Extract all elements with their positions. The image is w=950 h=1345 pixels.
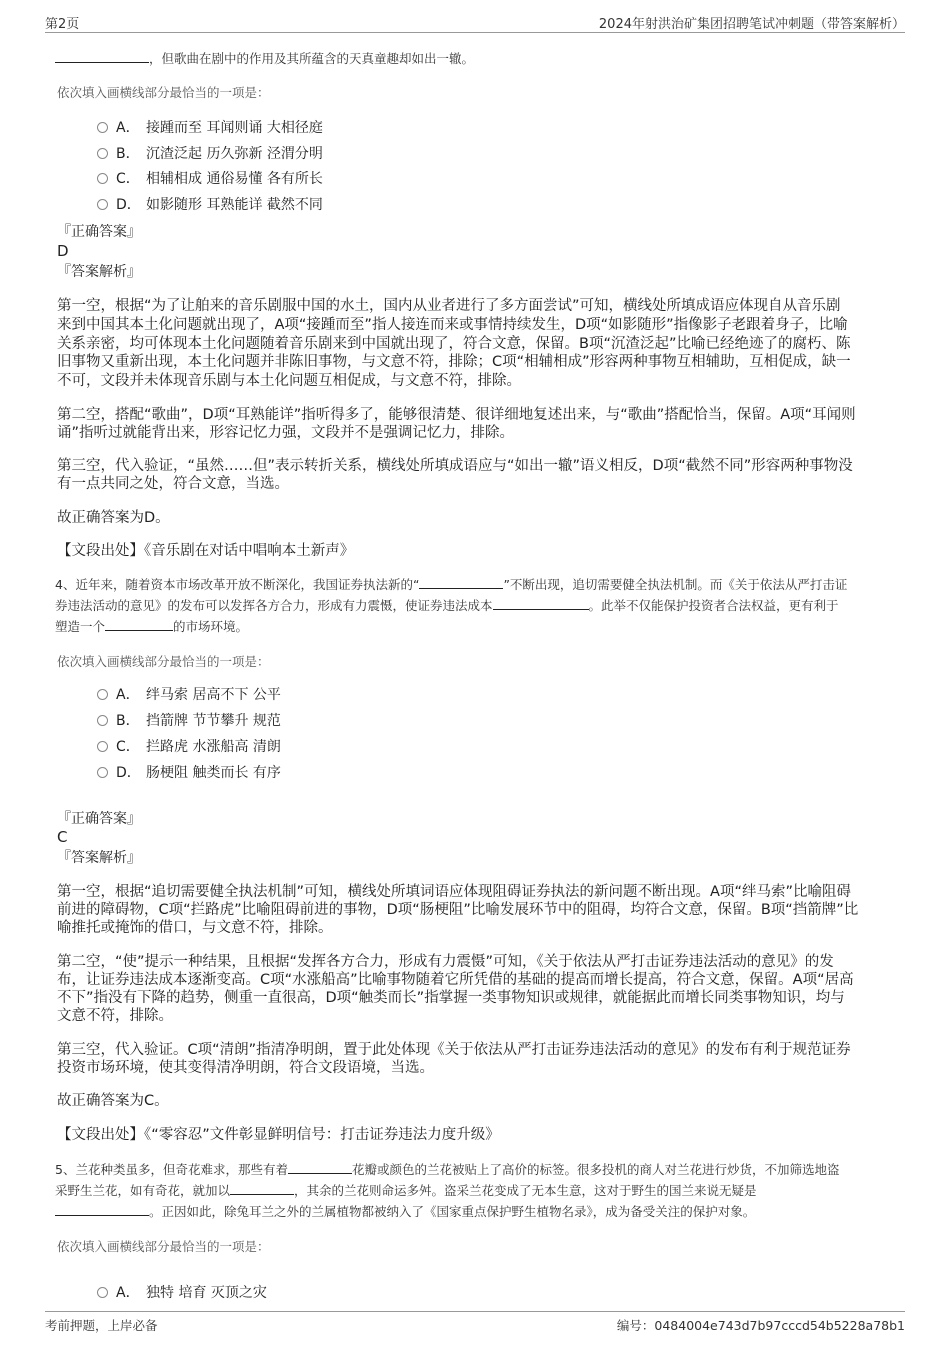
q4-analysis-line: 前进的障碍物，C项“拦路虎”比喻阻碍前进的事物，D项“肠梗阻”比喻发展环节中的阻碍，均符合文意，保留。B项“挡箭牌”比 xyxy=(57,902,859,918)
q4-analysis-line: 投资市场环境，使其变得清净明朗，符合文段语境，当选。 xyxy=(57,1060,434,1076)
blank xyxy=(55,1201,149,1216)
q3-analysis-line: 第一空，根据“为了让舶来的音乐剧服中国的水土，国内从业者进行了多方面尝试”可知，横线处所填成语应体现自从音乐剧 xyxy=(57,298,841,314)
radio-icon[interactable] xyxy=(97,122,108,133)
q3-option-c[interactable]: C． 相辅相成 通俗易懂 各有所长 xyxy=(97,168,323,190)
radio-icon[interactable] xyxy=(97,689,108,700)
q4-stem-line-1: 4、近年来，随着资本市场改革开放不断深化，我国证券执法新的“ ”不断出现，追切需要健全执法机制。而《关于依法从严打击证 xyxy=(55,574,847,595)
q3-source: 【文段出处】《音乐剧在对话中唱响本土新声》 xyxy=(57,543,355,559)
q4-analysis-line: 第三空，代入验证。C项“清朗”指清净明朗，置于此处体现《关于依法从严打击证券违法活动的意见》的发布有利于规范证券 xyxy=(57,1042,851,1058)
page-number: 第2页 xyxy=(45,17,80,32)
q4-analysis-line: 不下”指没有下降的趋势，侧重一直很高，D项“触类而长”指掌握一类事物知识或规律，就能据此而增长同类事物知识，均与 xyxy=(57,990,845,1006)
q4-analysis-line: 第二空，“使”提示一种结果，且根据“发挥各方合力，形成有力震慑”可知，《关于依法从严打击证券违法活动的意见》的发 xyxy=(57,954,834,970)
document-code: 编号：0484004e743d7b97cccd54b5228a78b1 xyxy=(616,1318,905,1333)
blank xyxy=(288,1159,352,1174)
q3-analysis-line: 关系亲密，均可体现本土化问题随着音乐剧来到中国就出现了，符合文意，保留。B项“沉渣泛起”比喻已经绝迹了的腐朽、陈 xyxy=(57,336,851,352)
q4-option-a[interactable]: A． 绊马索 居高不下 公平 xyxy=(97,684,281,706)
q5-option-a[interactable]: A． 独特 培育 灭顶之灾 xyxy=(97,1282,267,1304)
q3-analysis-line: 不可，文段并未体现音乐剧与本土化问题互相促成，与文意不符，排除。 xyxy=(57,373,521,389)
q4-conclusion: 故正确答案为C。 xyxy=(57,1093,169,1109)
q4-analysis-line: 文意不符，排除。 xyxy=(57,1008,173,1024)
q3-analysis-label: 『答案解析』 xyxy=(57,264,141,280)
radio-icon[interactable] xyxy=(97,767,108,778)
q4-analysis-label: 『答案解析』 xyxy=(57,850,141,866)
q3-analysis-line: 有一点共同之处，符合文意，当选。 xyxy=(57,476,289,492)
q4-instruction: 依次填入画横线部分最恰当的一项是： xyxy=(57,654,270,669)
radio-icon[interactable] xyxy=(97,173,108,184)
q3-correct-label: 『正确答案』 xyxy=(57,224,141,240)
q4-analysis-line: 喻推托或掩饰的借口，与文意不符，排除。 xyxy=(57,920,333,936)
q5-instruction: 依次填入画横线部分最恰当的一项是： xyxy=(57,1239,270,1254)
q4-correct-label: 『正确答案』 xyxy=(57,811,141,827)
document-title: 2024年射洪治矿集团招聘笔试冲刺题（带答案解析） xyxy=(598,17,905,32)
blank xyxy=(55,48,149,63)
q3-analysis-line: 旧事物又重新出现，本土化问题并非陈旧事物，与文意不符，排除；C项“相辅相成”形容两种事物互相辅助，互相促成，缺一 xyxy=(57,354,851,370)
q4-option-d[interactable]: D． 肠梗阻 触类而长 有序 xyxy=(97,762,281,784)
q4-analysis-line: 第一空，根据“追切需要健全执法机制”可知，横线处所填词语应体现阻碍证券执法的新问题不断出现。A项“绊马索”比喻阻碍 xyxy=(57,884,851,900)
q4-stem-line-3: 塑造一个 的市场环境。 xyxy=(55,616,248,637)
q3-analysis-line: 来到中国其本土化问题就出现了，A项“接踵而至”指人接连而来或事情持续发生，D项“如影随形”指像影子老跟着身子，比喻 xyxy=(57,317,848,333)
q3-analysis-line: 诵”指听过就能背出来，形容记忆力强，文段并不是强调记忆力，排除。 xyxy=(57,425,515,441)
q4-stem-line-2: 券违法活动的意见》的发布可以发挥各方合力，形成有力震慑，使证券违法成本 。此举不仅能保护投资者合法权益，更有利于 xyxy=(55,595,839,616)
q3-conclusion: 故正确答案为D。 xyxy=(57,510,170,526)
radio-icon[interactable] xyxy=(97,148,108,159)
q4-answer: C xyxy=(57,828,68,846)
q4-option-b[interactable]: B． 挡箭牌 节节攀升 规范 xyxy=(97,710,281,732)
blank xyxy=(419,574,503,589)
q5-stem-line-3: 。正因如此，除兔耳兰之外的兰属植物都被纳入了《国家重点保护野生植物名录》，成为备受关注的保护对象。 xyxy=(55,1201,755,1222)
q3-option-b[interactable]: B． 沉渣泛起 历久弥新 泾渭分明 xyxy=(97,143,323,165)
radio-icon[interactable] xyxy=(97,715,108,726)
radio-icon[interactable] xyxy=(97,741,108,752)
q3-analysis-line: 第三空，代入验证，“虽然……但”表示转折关系，横线处所填成语应与“如出一辙”语义相反，D项“截然不同”形容两种事物没 xyxy=(57,458,853,474)
blank xyxy=(105,616,173,631)
q3-instruction: 依次填入画横线部分最恰当的一项是： xyxy=(57,85,270,100)
q3-stem-tail: ，但歌曲在剧中的作用及其所蕴含的天真童趣却如出一辙。 xyxy=(55,48,474,69)
q4-analysis-line: 布，让证券违法成本逐渐变高。C项“水涨船高”比喻事物随着它所凭借的基础的提高而增长提高，符合文意，保留。A项“居高 xyxy=(57,972,854,988)
q3-analysis-line: 第二空，搭配“歌曲”，D项“耳熟能详”指听得多了，能够很清楚、很详细地复述出来，与“歌曲”搭配恰当，保留。A项“耳闻则 xyxy=(57,407,856,423)
blank xyxy=(493,595,589,610)
q4-option-c[interactable]: C． 拦路虎 水涨船高 清朗 xyxy=(97,736,281,758)
q3-answer: D xyxy=(57,242,69,260)
q5-stem-line-1: 5、兰花种类虽多，但奇花难求，那些有着 花瓣或颜色的兰花被贴上了高价的标签。很多投机的商人对兰花进行炒货，不加筛选地盗 xyxy=(55,1159,839,1180)
radio-icon[interactable] xyxy=(97,1287,108,1298)
q4-source: 【文段出处】《“零容忍”文件彰显鲜明信号：打击证券违法力度升级》 xyxy=(57,1127,500,1143)
q5-stem-line-2: 采野生兰花，如有奇花，就加以 ，其余的兰花则命运多舛。盗采兰花变成了无本生意，这对于野生的国兰来说无疑是 xyxy=(55,1180,757,1201)
blank xyxy=(230,1180,294,1195)
page-header xyxy=(45,10,905,33)
page-footer xyxy=(45,1311,905,1336)
q3-option-d[interactable]: D． 如影随形 耳熟能详 截然不同 xyxy=(97,194,323,216)
radio-icon[interactable] xyxy=(97,199,108,210)
footer-slogan: 考前押题，上岸必备 xyxy=(45,1318,158,1333)
q3-option-a[interactable]: A． 接踵而至 耳闻则诵 大相径庭 xyxy=(97,117,323,139)
